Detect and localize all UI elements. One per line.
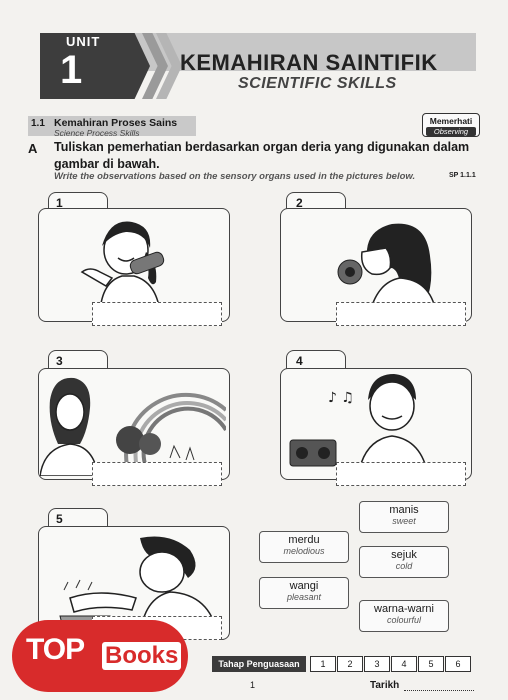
- badge-subtitle: Observing: [426, 127, 476, 136]
- word-card-merdu: [259, 531, 349, 563]
- girl-smelling-flower-illustration: [330, 212, 460, 312]
- mastery-level-label: Tahap Penguasaan: [212, 656, 306, 672]
- answer-box-3[interactable]: [92, 462, 222, 486]
- word-malay: sejuk: [391, 549, 417, 561]
- boy-listening-radio-illustration: [284, 370, 468, 476]
- mastery-level-4[interactable]: 4: [391, 656, 417, 672]
- word-card-wangi: [259, 577, 349, 609]
- answer-box-4[interactable]: [336, 462, 466, 486]
- question-translation: Write the observations based on the sensory organs used in the pictures below.: [54, 171, 416, 182]
- picture-number: 5: [56, 512, 63, 526]
- svg-text:♪ ♫: ♪ ♫: [328, 390, 354, 406]
- section-subtitle: Science Process Skills: [54, 128, 140, 138]
- unit-number: 1: [60, 48, 83, 92]
- section-number: 1.1: [31, 118, 45, 129]
- question-letter: A: [28, 141, 38, 156]
- logo-top-text: TOP: [26, 633, 85, 666]
- answer-box-1[interactable]: [92, 302, 222, 326]
- logo-books-text: Books: [102, 642, 181, 670]
- mastery-level-1[interactable]: 1: [310, 656, 336, 672]
- mastery-level-3[interactable]: 3: [364, 656, 390, 672]
- mastery-level-2[interactable]: 2: [337, 656, 363, 672]
- word-english: melodious: [283, 546, 325, 556]
- word-card-sejuk: [359, 546, 449, 578]
- page-title: KEMAHIRAN SAINTIFIK: [180, 50, 438, 75]
- word-malay: merdu: [288, 534, 320, 546]
- picture-number: 2: [296, 196, 303, 210]
- girl-eating-ice-cream-illustration: [60, 212, 210, 312]
- picture-number: 4: [296, 354, 303, 368]
- word-malay: manis: [389, 504, 419, 516]
- date-label: Tarikh: [370, 680, 400, 691]
- word-card-warna-warni: [359, 600, 449, 632]
- word-malay: warna-warni: [374, 603, 434, 615]
- page-number: 1: [250, 680, 256, 690]
- picture-number: 1: [56, 196, 63, 210]
- standard-reference: SP 1.1.1: [449, 172, 476, 179]
- page-subtitle: SCIENTIFIC SKILLS: [238, 75, 397, 92]
- word-english: cold: [395, 561, 413, 571]
- word-card-manis: [359, 501, 449, 533]
- section-title: Kemahiran Proses Sains: [54, 117, 178, 129]
- mastery-level-6[interactable]: 6: [445, 656, 471, 672]
- rainbow-scene-illustration: [40, 370, 226, 476]
- question-text: Tuliskan pemerhatian berdasarkan organ deria yang digunakan dalam gambar di bawah.: [54, 140, 470, 171]
- word-malay: wangi: [289, 580, 319, 592]
- date-line[interactable]: [404, 690, 474, 691]
- picture-number: 3: [56, 354, 63, 368]
- unit-label: UNIT: [66, 34, 101, 49]
- mastery-level-5[interactable]: 5: [418, 656, 444, 672]
- word-english: sweet: [392, 516, 416, 526]
- answer-box-2[interactable]: [336, 302, 466, 326]
- skill-badge: [422, 113, 480, 137]
- word-english: pleasant: [286, 592, 322, 602]
- badge-title: Memerhati: [429, 116, 473, 126]
- word-english: colourful: [386, 615, 422, 625]
